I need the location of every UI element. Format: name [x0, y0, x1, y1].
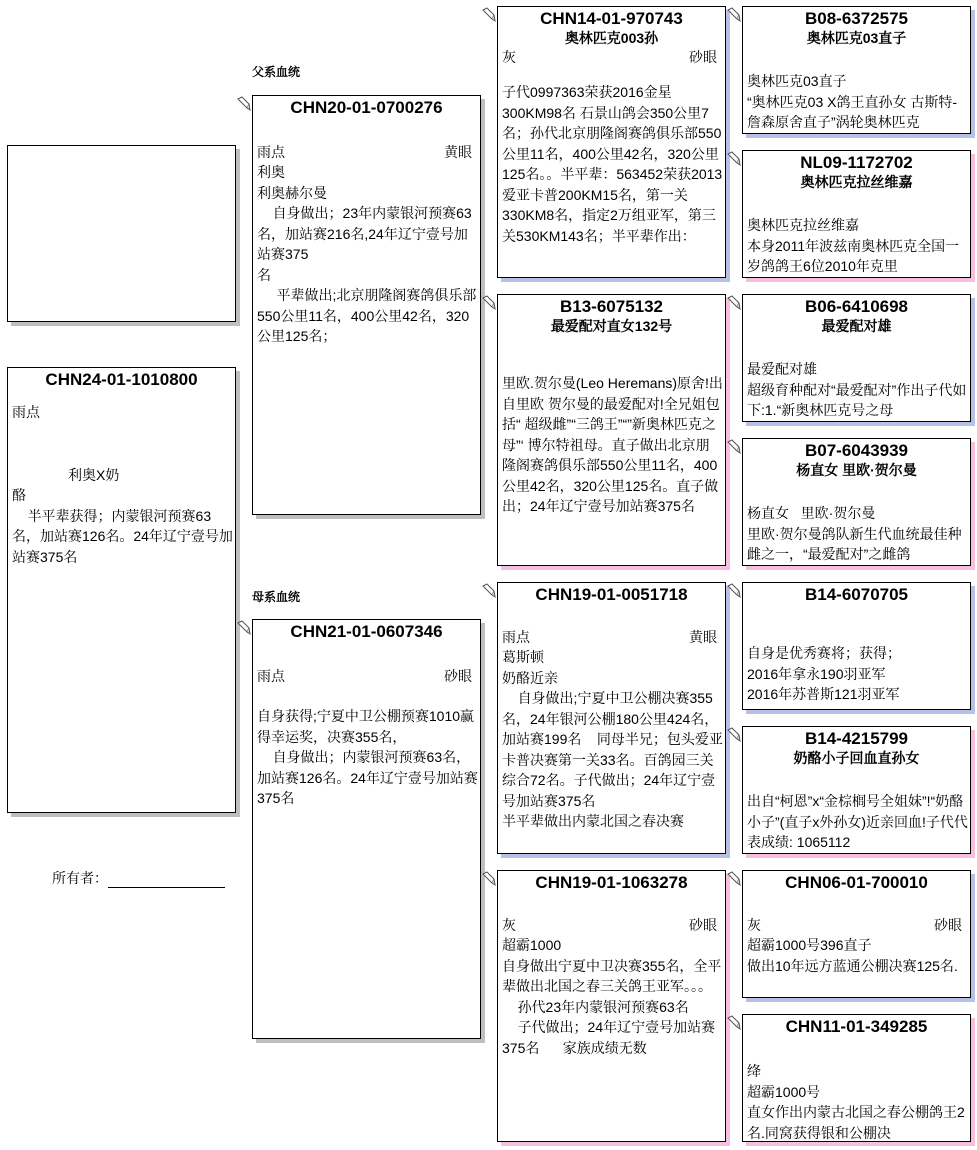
ring-number: B13-6075132: [559, 297, 664, 316]
sire-dam-card: [497, 294, 726, 566]
ssd-card: [742, 150, 971, 278]
ring-number: CHN20-01-0700276: [290, 98, 443, 117]
notes: 自身做出;宁夏中卫公棚决赛355名，24年银河公棚180公里424名，加站赛199名 同母半兄；包头爱亚卡普决赛第一关33名。百鸽园三关综合72名。子代做出；24年辽宁壹号加站赛375名 半平辈做出内蒙北国之春决赛: [502, 690, 723, 829]
edit-pencil-icon[interactable]: [481, 7, 497, 23]
edit-pencil-icon[interactable]: [481, 583, 497, 599]
ring-number: B06-6410698: [804, 297, 909, 316]
ring-number: B14-4215799: [804, 729, 909, 748]
ring-number: NL09-1172702: [800, 153, 913, 172]
name-line2: 酪: [12, 487, 26, 503]
name: 奥林匹克003孙: [564, 30, 659, 46]
name: 奶酪小子回血直孙女: [793, 750, 920, 766]
name: 最爱配对雄: [821, 318, 892, 334]
dsd-card: [742, 726, 971, 854]
name: 超霸1000: [502, 937, 562, 953]
color: 雨点: [502, 629, 530, 645]
ring-number: CHN06-01-700010: [785, 873, 928, 892]
notes: 超霸1000号396直子 做出10年远方蓝通公棚决赛125名.: [747, 937, 958, 974]
ring-number: CHN14-01-970743: [540, 9, 683, 28]
color: 雨点: [257, 668, 285, 684]
maternal-line-label: 母系血统: [252, 590, 301, 604]
notes: 自身做出；23年内蒙银河预赛63名，加站赛216名,24年辽宁壹号加站赛375 名 平辈做出;北京朋隆阁赛鸽俱乐部550公里11名，400公里42名，320公里125名；: [257, 205, 477, 344]
edit-pencil-icon[interactable]: [726, 151, 742, 167]
color: 灰: [502, 917, 516, 933]
eye: 砂眼: [689, 917, 717, 933]
name: 利奥X奶: [68, 466, 120, 483]
edit-pencil-icon[interactable]: [481, 295, 497, 311]
dds-card: [742, 870, 971, 998]
owner-field: [52, 868, 225, 888]
eye: 砂眼: [934, 917, 962, 933]
name: 葛斯顿: [502, 649, 544, 665]
color-eye-row: [743, 915, 970, 935]
paternal-line-label: 父系血统: [252, 65, 301, 79]
edit-pencil-icon[interactable]: [726, 7, 742, 23]
edit-pencil-icon[interactable]: [726, 727, 742, 743]
dam-dam-card: [497, 870, 726, 1142]
name: 利奥: [257, 164, 285, 180]
owner-signature-line: [108, 873, 225, 888]
name: 奥林匹克拉丝维嘉: [800, 174, 913, 190]
name: 最爱配对直女132号: [550, 318, 673, 334]
sss-card: [742, 6, 971, 134]
color-eye-row: [253, 666, 480, 686]
sire-card: [252, 95, 481, 515]
notes: 子代0997363荣获2016金星300KM98名 石景山鸽会350公里7名；孙代北京朋隆阁赛鸽俱乐部550公里11名，400公里42名，320公里125名。。半平辈：563452荣获2013爱亚卡普200KM15名，第一关330KM8名，指定2万组亚军，第三关530KM143名；半平辈作出：: [502, 84, 723, 244]
ring-number: B07-6043939: [804, 441, 909, 460]
eye: 黄眼: [444, 144, 472, 160]
edit-pencil-icon[interactable]: [726, 1015, 742, 1031]
color: 灰: [747, 917, 761, 933]
notes: 奥林匹克拉丝维嘉 本身2011年波兹南奥林匹克全国一岁鸽鸽王6位2010年克里: [747, 217, 960, 274]
edit-pencil-icon[interactable]: [726, 439, 742, 455]
color: 雨点: [257, 144, 285, 160]
name-line2: 奶酪近亲: [502, 669, 558, 686]
edit-pencil-icon[interactable]: [236, 96, 252, 112]
name: 奥林匹克03直子: [806, 30, 907, 46]
dss-card: [742, 582, 971, 710]
eye: 黄眼: [689, 629, 717, 645]
sds-card: [742, 294, 971, 422]
ring-number: CHN21-01-0607346: [290, 622, 443, 641]
name-line2: 利奥赫尔曼: [257, 184, 327, 201]
dam-card: [252, 619, 481, 1039]
dam-sire-card: [497, 582, 726, 854]
edit-pencil-icon[interactable]: [726, 295, 742, 311]
notes: 自身是优秀赛将；获得； 2016年拿永190羽亚军 2016年苏普斯121羽亚军: [747, 645, 901, 702]
edit-pencil-icon[interactable]: [481, 871, 497, 887]
photo-frame: [7, 145, 236, 322]
sire-sire-card: [497, 6, 726, 278]
name: 杨直女 里欧·贺尔曼: [796, 462, 917, 478]
notes: 半平辈获得；内蒙银河预赛63名，加站赛126名。24年辽宁壹号加站赛375名: [12, 507, 233, 565]
edit-pencil-icon[interactable]: [726, 583, 742, 599]
notes: 奥林匹克03直子 “奥林匹克03 X鸽王直孙女 古斯特-詹森原舍直子”涡轮奥林匹克: [747, 73, 958, 130]
ring-number: CHN11-01-349285: [785, 1017, 928, 1036]
color: 雨点: [12, 404, 40, 420]
eye: 砂眼: [444, 668, 472, 684]
ddd-card: [742, 1014, 971, 1142]
notes: 出自“柯恩”x“金棕榈号全姐妹”!“奶酪小子”(直子x外孙女)近亲回血!子代代表成绩: 1065112: [747, 793, 968, 850]
edit-pencil-icon[interactable]: [726, 871, 742, 887]
ring-number: CHN19-01-1063278: [535, 873, 688, 892]
ring-number: B14-6070705: [804, 585, 909, 604]
color-eye-row: [498, 47, 725, 67]
subject-card: [7, 367, 236, 813]
ring-number: CHN24-01-1010800: [45, 370, 198, 389]
notes: 最爱配对雄 超级育种配对“最爱配对”作出子代如下:1.“新奥林匹克号之母: [747, 361, 967, 418]
color-eye-row: [498, 915, 725, 935]
edit-pencil-icon[interactable]: [236, 620, 252, 636]
notes: 超霸1000号 直女作出内蒙古北国之春公棚鸽王2名.同窝获得银和公棚决: [747, 1083, 965, 1141]
notes: 自身获得;宁夏中卫公棚预赛1010赢得幸运奖，决赛355名， 自身做出；内蒙银河预赛63名，加站赛126名。24年辽宁壹号加站赛375名: [257, 708, 478, 806]
notes: 里欧.贺尔曼(Leo Heremans)原舍!出自里欧 贺尔曼的最爱配对!全兄姐包括“ 超级雌”“三鸽王”“”新奥林匹克之母”‘ 博尔特祖母。直子做出北京朋隆阁赛鸽俱乐部550公里11名，400公里42名，320公里125名。直子做出；24年辽宁壹号加站赛375名: [502, 375, 723, 514]
color-eye-row: [253, 142, 480, 162]
notes: 杨直女 里欧·贺尔曼 里欧·贺尔曼鸽队新生代血统最佳种雌之一，“最爱配对”之雌鸽: [747, 505, 962, 562]
owner-label: 所有者：: [52, 870, 108, 886]
notes: 自身做出宁夏中卫决赛355名，全平辈做出北国之春三关鸽王亚军。。。 孙代23年内蒙银河预赛63名 子代做出；24年辽宁壹号加站赛375名 家族成绩无数: [502, 957, 722, 1056]
ring-number: B08-6372575: [804, 9, 909, 28]
sdd-card: [742, 438, 971, 566]
eye: 砂眼: [689, 49, 717, 65]
color: 绛: [747, 1063, 761, 1079]
ring-number: CHN19-01-0051718: [535, 585, 688, 604]
color-eye-row: [498, 627, 725, 647]
color: 灰: [502, 49, 516, 65]
